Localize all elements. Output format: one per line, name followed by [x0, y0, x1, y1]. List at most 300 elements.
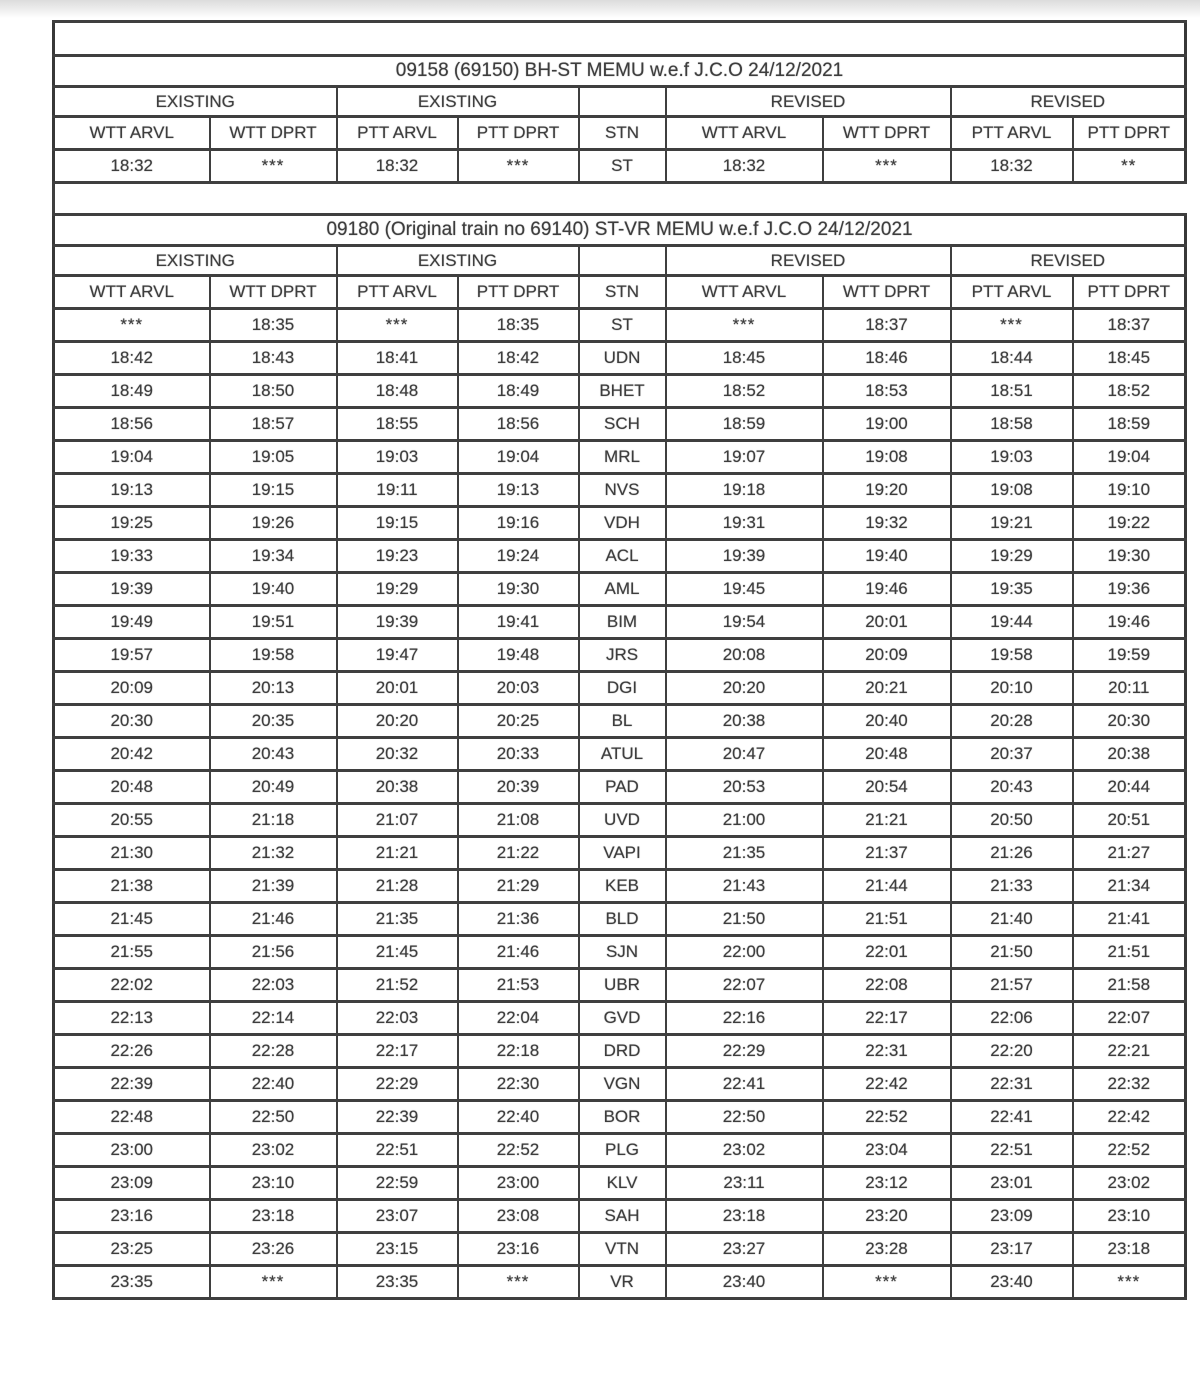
time-cell: 20:10 — [951, 672, 1073, 705]
time-cell: 19:24 — [458, 540, 579, 573]
time-cell: 22:30 — [458, 1068, 579, 1101]
time-cell: 23:25 — [54, 1233, 210, 1266]
time-cell: 22:17 — [823, 1002, 951, 1035]
group-header-row — [54, 87, 1186, 117]
time-cell: *** — [823, 1266, 951, 1299]
time-cell: 21:46 — [458, 936, 579, 969]
time-cell: 21:33 — [951, 870, 1073, 903]
time-cell: *** — [210, 1266, 337, 1299]
station-code-cell: BHET — [579, 375, 666, 408]
time-cell: 23:08 — [458, 1200, 579, 1233]
time-cell: 20:01 — [823, 606, 951, 639]
time-cell: 19:40 — [823, 540, 951, 573]
time-cell: 21:37 — [823, 837, 951, 870]
time-cell: 18:53 — [823, 375, 951, 408]
time-cell: 22:51 — [337, 1134, 458, 1167]
time-cell: *** — [210, 150, 337, 183]
time-cell: 19:07 — [666, 441, 823, 474]
time-cell: 21:44 — [823, 870, 951, 903]
time-cell: 19:32 — [823, 507, 951, 540]
time-cell: 18:35 — [210, 309, 337, 342]
train-table-09180 — [52, 213, 1187, 1300]
time-cell: 20:01 — [337, 672, 458, 705]
time-cell: 21:21 — [823, 804, 951, 837]
time-cell: 22:32 — [1073, 1068, 1186, 1101]
time-cell: 21:27 — [1073, 837, 1186, 870]
time-cell: 19:46 — [823, 573, 951, 606]
time-cell: 19:44 — [951, 606, 1073, 639]
time-cell: 22:50 — [666, 1101, 823, 1134]
station-code-cell: BL — [579, 705, 666, 738]
station-row — [54, 150, 1186, 183]
time-cell: 22:50 — [210, 1101, 337, 1134]
time-cell: 21:40 — [951, 903, 1073, 936]
time-cell: 20:43 — [210, 738, 337, 771]
time-cell: 22:40 — [458, 1101, 579, 1134]
station-code-cell: UDN — [579, 342, 666, 375]
time-cell: 18:49 — [54, 375, 210, 408]
time-cell: 18:32 — [666, 150, 823, 183]
time-cell: 22:41 — [666, 1068, 823, 1101]
time-cell: 22:48 — [54, 1101, 210, 1134]
time-cell: 23:17 — [951, 1233, 1073, 1266]
time-cell: 20:38 — [1073, 738, 1186, 771]
time-cell: 21:55 — [54, 936, 210, 969]
time-cell: 23:15 — [337, 1233, 458, 1266]
time-cell: 18:46 — [823, 342, 951, 375]
group-header-revised-wtt: REVISED — [666, 246, 951, 276]
train-table-09158 — [52, 20, 1187, 184]
time-cell: ** — [1073, 150, 1186, 183]
time-cell: 20:44 — [1073, 771, 1186, 804]
time-cell: 20:51 — [1073, 804, 1186, 837]
time-cell: 23:18 — [666, 1200, 823, 1233]
time-cell: 21:56 — [210, 936, 337, 969]
station-row — [54, 507, 1186, 540]
time-cell: 20:43 — [951, 771, 1073, 804]
time-cell: 20:35 — [210, 705, 337, 738]
time-cell: 23:02 — [666, 1134, 823, 1167]
col-header-ptt-dprt-revised: PTT DPRT — [1073, 117, 1186, 150]
time-cell: 22:16 — [666, 1002, 823, 1035]
station-row — [54, 738, 1186, 771]
time-cell: 22:39 — [54, 1068, 210, 1101]
time-cell: 22:52 — [458, 1134, 579, 1167]
time-cell: 18:41 — [337, 342, 458, 375]
time-cell: 20:21 — [823, 672, 951, 705]
col-header-wtt-arvl-revised: WTT ARVL — [666, 276, 823, 309]
station-row — [54, 969, 1186, 1002]
time-cell: 19:41 — [458, 606, 579, 639]
col-header-wtt-dprt-existing: WTT DPRT — [210, 276, 337, 309]
time-cell: *** — [458, 1266, 579, 1299]
time-cell: 21:50 — [666, 903, 823, 936]
station-row — [54, 1002, 1186, 1035]
time-cell: 18:45 — [666, 342, 823, 375]
time-cell: 18:37 — [823, 309, 951, 342]
time-cell: 19:16 — [458, 507, 579, 540]
time-cell: 19:34 — [210, 540, 337, 573]
station-row — [54, 342, 1186, 375]
station-row — [54, 804, 1186, 837]
time-cell: 18:50 — [210, 375, 337, 408]
time-cell: 23:35 — [54, 1266, 210, 1299]
time-cell: 20:53 — [666, 771, 823, 804]
station-row — [54, 573, 1186, 606]
time-cell: 21:29 — [458, 870, 579, 903]
time-cell: 23:10 — [210, 1167, 337, 1200]
time-cell: 19:11 — [337, 474, 458, 507]
time-cell: 22:59 — [337, 1167, 458, 1200]
time-cell: 20:48 — [823, 738, 951, 771]
station-code-cell: DRD — [579, 1035, 666, 1068]
time-cell: 23:18 — [1073, 1233, 1186, 1266]
time-cell: 22:31 — [951, 1068, 1073, 1101]
time-cell: 19:30 — [1073, 540, 1186, 573]
time-cell: 23:09 — [951, 1200, 1073, 1233]
time-cell: 19:54 — [666, 606, 823, 639]
time-cell: 22:06 — [951, 1002, 1073, 1035]
time-cell: 22:08 — [823, 969, 951, 1002]
time-cell: 20:20 — [337, 705, 458, 738]
time-cell: 20:42 — [54, 738, 210, 771]
station-code-cell: ATUL — [579, 738, 666, 771]
time-cell: 18:55 — [337, 408, 458, 441]
time-cell: 19:33 — [54, 540, 210, 573]
column-header-row — [54, 276, 1186, 309]
group-header-revised-ptt: REVISED — [951, 246, 1186, 276]
time-cell: 19:08 — [951, 474, 1073, 507]
time-cell: 22:04 — [458, 1002, 579, 1035]
station-row — [54, 639, 1186, 672]
station-code-cell: NVS — [579, 474, 666, 507]
time-cell: 19:39 — [337, 606, 458, 639]
time-cell: 20:50 — [951, 804, 1073, 837]
time-cell: 22:28 — [210, 1035, 337, 1068]
time-cell: 19:26 — [210, 507, 337, 540]
group-header-existing-wtt: EXISTING — [54, 246, 337, 276]
time-cell: 19:30 — [458, 573, 579, 606]
sheet-gap — [52, 184, 56, 213]
time-cell: 21:53 — [458, 969, 579, 1002]
station-code-cell: JRS — [579, 639, 666, 672]
blank-row — [54, 22, 1186, 56]
time-cell: *** — [666, 309, 823, 342]
time-cell: 20:38 — [666, 705, 823, 738]
time-cell: *** — [823, 150, 951, 183]
group-header-existing-ptt: EXISTING — [337, 87, 579, 117]
time-cell: 22:00 — [666, 936, 823, 969]
time-cell: 22:29 — [666, 1035, 823, 1068]
time-cell: 22:52 — [823, 1101, 951, 1134]
station-row — [54, 1266, 1186, 1299]
time-cell: *** — [337, 309, 458, 342]
time-cell: 22:40 — [210, 1068, 337, 1101]
blank-row-cell — [54, 22, 1186, 56]
station-code-cell: BLD — [579, 903, 666, 936]
station-row — [54, 837, 1186, 870]
col-header-stn: STN — [579, 276, 666, 309]
time-cell: 20:09 — [823, 639, 951, 672]
time-cell: *** — [951, 309, 1073, 342]
time-cell: 20:03 — [458, 672, 579, 705]
time-cell: 19:35 — [951, 573, 1073, 606]
time-cell: 19:57 — [54, 639, 210, 672]
time-cell: 19:45 — [666, 573, 823, 606]
time-cell: 23:12 — [823, 1167, 951, 1200]
station-code-cell: SCH — [579, 408, 666, 441]
time-cell: 23:00 — [54, 1134, 210, 1167]
col-header-stn: STN — [579, 117, 666, 150]
station-row — [54, 1035, 1186, 1068]
time-cell: 22:26 — [54, 1035, 210, 1068]
station-code-cell: BOR — [579, 1101, 666, 1134]
time-cell: 22:42 — [1073, 1101, 1186, 1134]
time-cell: 20:40 — [823, 705, 951, 738]
column-header-row — [54, 117, 1186, 150]
time-cell: 21:45 — [54, 903, 210, 936]
station-code-cell: SJN — [579, 936, 666, 969]
time-cell: 19:49 — [54, 606, 210, 639]
station-code-cell: MRL — [579, 441, 666, 474]
time-cell: 23:02 — [1073, 1167, 1186, 1200]
station-row — [54, 936, 1186, 969]
scan-shading — [0, 0, 1200, 18]
time-cell: 18:42 — [458, 342, 579, 375]
time-cell: 18:32 — [951, 150, 1073, 183]
time-cell: 19:29 — [951, 540, 1073, 573]
time-cell: 19:59 — [1073, 639, 1186, 672]
time-cell: 22:21 — [1073, 1035, 1186, 1068]
time-cell: 21:38 — [54, 870, 210, 903]
time-cell: 19:51 — [210, 606, 337, 639]
time-cell: 23:07 — [337, 1200, 458, 1233]
col-header-ptt-dprt-existing: PTT DPRT — [458, 117, 579, 150]
station-code-cell: PAD — [579, 771, 666, 804]
col-header-wtt-dprt-revised: WTT DPRT — [823, 276, 951, 309]
time-cell: 19:39 — [54, 573, 210, 606]
time-cell: 21:46 — [210, 903, 337, 936]
station-row — [54, 1068, 1186, 1101]
col-header-ptt-arvl-existing: PTT ARVL — [337, 117, 458, 150]
time-cell: 20:49 — [210, 771, 337, 804]
time-cell: *** — [458, 150, 579, 183]
time-cell: 22:13 — [54, 1002, 210, 1035]
time-cell: 19:40 — [210, 573, 337, 606]
time-cell: 21:22 — [458, 837, 579, 870]
table-title-row — [54, 215, 1186, 246]
time-cell: 23:09 — [54, 1167, 210, 1200]
time-cell: 21:34 — [1073, 870, 1186, 903]
time-cell: 23:40 — [951, 1266, 1073, 1299]
station-row — [54, 903, 1186, 936]
time-cell: 21:45 — [337, 936, 458, 969]
time-cell: 22:29 — [337, 1068, 458, 1101]
group-header-spacer — [579, 87, 666, 117]
time-cell: 18:37 — [1073, 309, 1186, 342]
time-cell: 19:29 — [337, 573, 458, 606]
time-cell: 20:13 — [210, 672, 337, 705]
time-cell: 18:52 — [1073, 375, 1186, 408]
time-cell: 22:14 — [210, 1002, 337, 1035]
time-cell: 19:46 — [1073, 606, 1186, 639]
time-cell: 18:42 — [54, 342, 210, 375]
time-cell: 23:28 — [823, 1233, 951, 1266]
time-cell: 19:22 — [1073, 507, 1186, 540]
time-cell: 21:39 — [210, 870, 337, 903]
time-cell: 20:30 — [1073, 705, 1186, 738]
time-cell: 19:47 — [337, 639, 458, 672]
station-code-cell: VTN — [579, 1233, 666, 1266]
time-cell: 23:10 — [1073, 1200, 1186, 1233]
time-cell: 19:31 — [666, 507, 823, 540]
time-cell: 22:31 — [823, 1035, 951, 1068]
station-code-cell: VGN — [579, 1068, 666, 1101]
station-code-cell: KLV — [579, 1167, 666, 1200]
time-cell: 23:18 — [210, 1200, 337, 1233]
time-cell: 19:15 — [337, 507, 458, 540]
time-cell: 21:58 — [1073, 969, 1186, 1002]
time-cell: 20:48 — [54, 771, 210, 804]
time-cell: 19:05 — [210, 441, 337, 474]
time-cell: 22:03 — [337, 1002, 458, 1035]
station-row — [54, 375, 1186, 408]
station-code-cell: AML — [579, 573, 666, 606]
time-cell: 21:52 — [337, 969, 458, 1002]
time-cell: 20:08 — [666, 639, 823, 672]
time-cell: *** — [1073, 1266, 1186, 1299]
time-cell: 18:32 — [337, 150, 458, 183]
group-header-row — [54, 246, 1186, 276]
group-header-revised-ptt: REVISED — [951, 87, 1186, 117]
time-cell: 20:20 — [666, 672, 823, 705]
time-cell: 19:00 — [823, 408, 951, 441]
time-cell: 21:07 — [337, 804, 458, 837]
time-cell: 19:21 — [951, 507, 1073, 540]
time-cell: 19:18 — [666, 474, 823, 507]
station-code-cell: PLG — [579, 1134, 666, 1167]
time-cell: 18:51 — [951, 375, 1073, 408]
time-cell: 22:41 — [951, 1101, 1073, 1134]
time-cell: 20:54 — [823, 771, 951, 804]
station-code-cell: UVD — [579, 804, 666, 837]
time-cell: 19:13 — [54, 474, 210, 507]
time-cell: 20:39 — [458, 771, 579, 804]
station-code-cell: KEB — [579, 870, 666, 903]
station-row — [54, 1167, 1186, 1200]
time-cell: 18:57 — [210, 408, 337, 441]
time-cell: 20:30 — [54, 705, 210, 738]
time-cell: 19:03 — [337, 441, 458, 474]
time-cell: 19:03 — [951, 441, 1073, 474]
station-row — [54, 1200, 1186, 1233]
time-cell: 22:39 — [337, 1101, 458, 1134]
time-cell: 22:52 — [1073, 1134, 1186, 1167]
station-code-cell: GVD — [579, 1002, 666, 1035]
station-row — [54, 870, 1186, 903]
col-header-wtt-arvl-revised: WTT ARVL — [666, 117, 823, 150]
time-cell: 19:36 — [1073, 573, 1186, 606]
col-header-ptt-arvl-revised: PTT ARVL — [951, 276, 1073, 309]
station-row — [54, 474, 1186, 507]
time-cell: 19:20 — [823, 474, 951, 507]
station-row — [54, 606, 1186, 639]
station-code-cell: VR — [579, 1266, 666, 1299]
time-cell: 21:51 — [1073, 936, 1186, 969]
col-header-wtt-dprt-existing: WTT DPRT — [210, 117, 337, 150]
time-cell: 19:08 — [823, 441, 951, 474]
station-row — [54, 705, 1186, 738]
col-header-ptt-arvl-existing: PTT ARVL — [337, 276, 458, 309]
station-code-cell: SAH — [579, 1200, 666, 1233]
station-row — [54, 771, 1186, 804]
time-cell: 23:04 — [823, 1134, 951, 1167]
time-cell: 22:02 — [54, 969, 210, 1002]
time-cell: 19:15 — [210, 474, 337, 507]
station-row — [54, 309, 1186, 342]
time-cell: 18:44 — [951, 342, 1073, 375]
time-cell: 21:21 — [337, 837, 458, 870]
col-header-wtt-dprt-revised: WTT DPRT — [823, 117, 951, 150]
station-row — [54, 441, 1186, 474]
time-cell: 19:13 — [458, 474, 579, 507]
time-cell: 21:32 — [210, 837, 337, 870]
time-cell: 21:36 — [458, 903, 579, 936]
time-cell: 23:11 — [666, 1167, 823, 1200]
time-cell: 19:25 — [54, 507, 210, 540]
time-cell: 18:52 — [666, 375, 823, 408]
time-cell: 20:11 — [1073, 672, 1186, 705]
time-cell: 21:28 — [337, 870, 458, 903]
time-cell: 22:20 — [951, 1035, 1073, 1068]
time-cell: 21:35 — [337, 903, 458, 936]
station-code-cell: UBR — [579, 969, 666, 1002]
time-cell: 18:58 — [951, 408, 1073, 441]
station-row — [54, 1101, 1186, 1134]
time-cell: 20:25 — [458, 705, 579, 738]
time-cell: 21:43 — [666, 870, 823, 903]
time-cell: 19:04 — [458, 441, 579, 474]
time-cell: 19:48 — [458, 639, 579, 672]
time-cell: 19:58 — [951, 639, 1073, 672]
time-cell: 18:49 — [458, 375, 579, 408]
station-row — [54, 1134, 1186, 1167]
table-title: 09180 (Original train no 69140) ST-VR MEMU w.e.f J.C.O 24/12/2021 — [54, 215, 1186, 246]
time-cell: 21:35 — [666, 837, 823, 870]
time-cell: 20:47 — [666, 738, 823, 771]
time-cell: 22:03 — [210, 969, 337, 1002]
station-row — [54, 408, 1186, 441]
time-cell: 19:10 — [1073, 474, 1186, 507]
station-row — [54, 672, 1186, 705]
time-cell: 18:59 — [1073, 408, 1186, 441]
group-header-existing-wtt: EXISTING — [54, 87, 337, 117]
group-header-existing-ptt: EXISTING — [337, 246, 579, 276]
time-cell: 21:57 — [951, 969, 1073, 1002]
col-header-ptt-arvl-revised: PTT ARVL — [951, 117, 1073, 150]
time-cell: 18:56 — [54, 408, 210, 441]
table-title: 09158 (69150) BH-ST MEMU w.e.f J.C.O 24/12/2021 — [54, 56, 1186, 87]
time-cell: 18:35 — [458, 309, 579, 342]
time-cell: 20:55 — [54, 804, 210, 837]
time-cell: 21:41 — [1073, 903, 1186, 936]
time-cell: *** — [54, 309, 210, 342]
time-cell: 18:43 — [210, 342, 337, 375]
col-header-wtt-arvl-existing: WTT ARVL — [54, 117, 210, 150]
time-cell: 18:48 — [337, 375, 458, 408]
time-cell: 21:26 — [951, 837, 1073, 870]
station-code-cell: VAPI — [579, 837, 666, 870]
